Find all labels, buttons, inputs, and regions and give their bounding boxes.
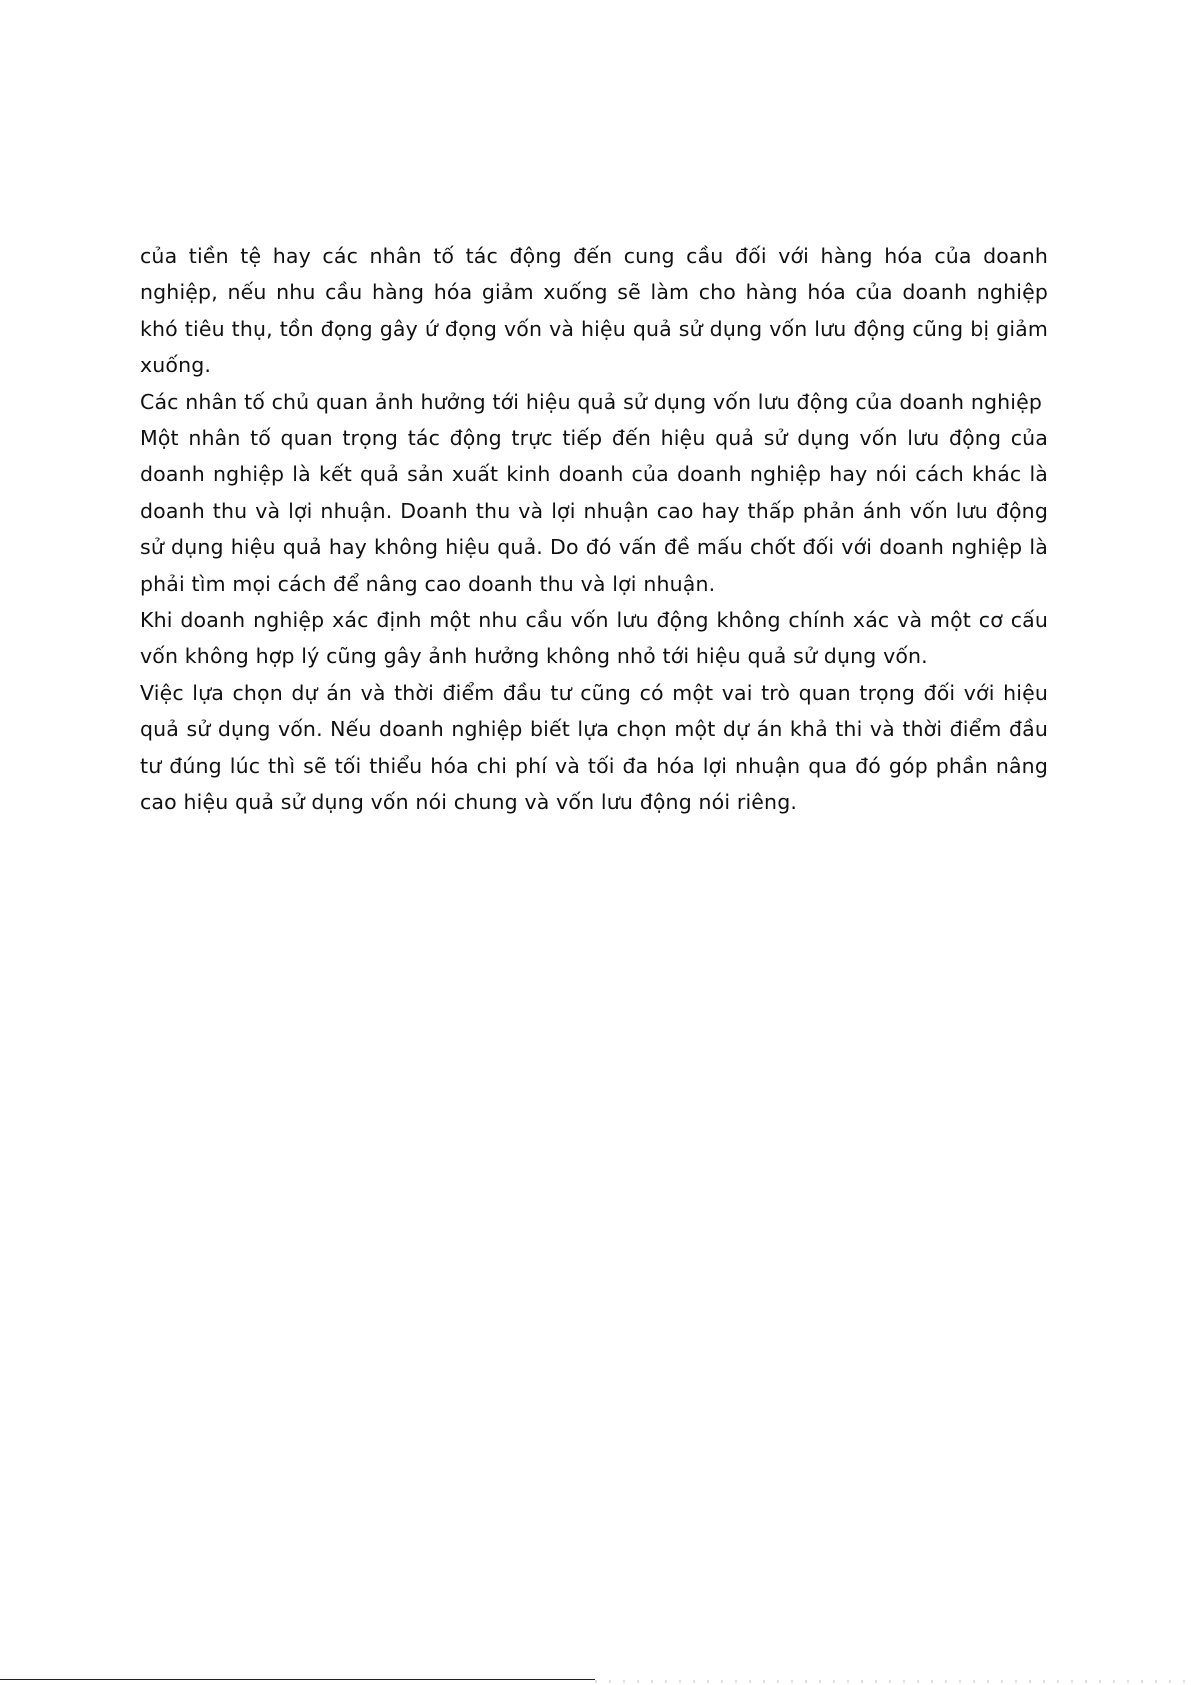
footer-rule xyxy=(0,1679,595,1680)
body-text xyxy=(140,238,1048,821)
subheading-subjective-factors: Các nhân tố chủ quan ảnh hưởng tới hiệu quả sử dụng vốn lưu động của doanh nghiệp xyxy=(140,389,1043,414)
paragraph-business-results: Một nhân tố quan trọng tác động trực tiếp đến hiệu quả sử dụng vốn lưu động của doanh nghiệp là kết quả sản xuất kinh doanh của doanh nghiệp hay nói cách khác là doanh thu và lợi nhuận. Doanh thu và lợi nhuận cao hay thấp phản ánh vốn lưu động sử dụng hiệu quả hay không hiệu quả. Do đó vấn đề mấu chốt đối với doanh nghiệp là phải tìm mọi cách để nâng cao doanh thu và lợi nhuận. xyxy=(140,426,1048,596)
footer-scan-artifacts xyxy=(595,1680,1191,1683)
paragraph-demand-factors: của tiền tệ hay các nhân tố tác động đến cung cầu đối với hàng hóa của doanh nghiệp, nếu nhu cầu hàng hóa giảm xuống sẽ làm cho hàng hóa của doanh nghiệp khó tiêu thụ, tồn đọng gây ứ đọng vốn và hiệu quả sử dụng vốn lưu động cũng bị giảm xuống. xyxy=(140,244,1048,378)
paragraph-project-selection: Việc lựa chọn dự án và thời điểm đầu tư cũng có một vai trò quan trọng đối với hiệu quả sử dụng vốn. Nếu doanh nghiệp biết lựa chọn một dự án khả thi và thời điểm đầu tư đúng lúc thì sẽ tối thiểu hóa chi phí và tối đa hóa lợi nhuận qua đó góp phần nâng cao hiệu quả sử dụng vốn nói chung và vốn lưu động nói riêng. xyxy=(140,680,1048,815)
paragraph-capital-needs: Khi doanh nghiệp xác định một nhu cầu vốn lưu động không chính xác và một cơ cấu vốn không hợp lý cũng gây ảnh hưởng không nhỏ tới hiệu quả sử dụng vốn. xyxy=(140,608,1048,669)
